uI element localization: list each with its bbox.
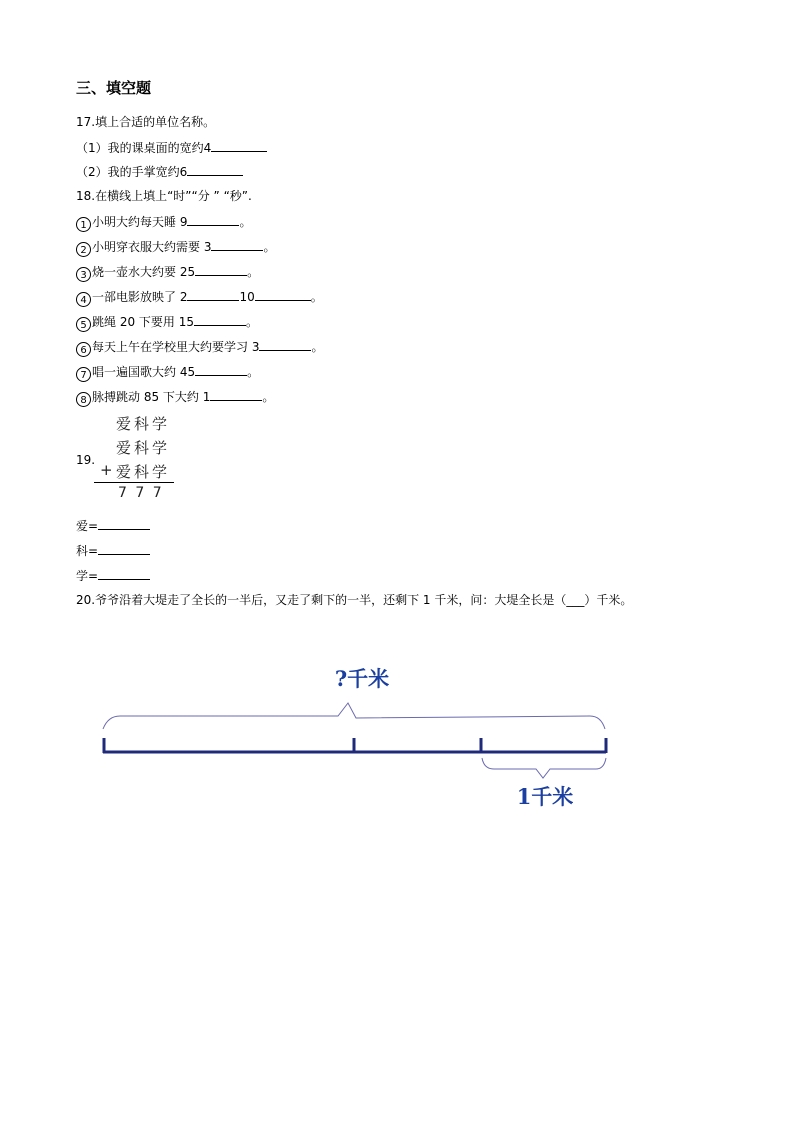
circled-number: 4 [76, 292, 91, 307]
q18-item-end: 。 [262, 390, 275, 404]
section-title: 三、填空题 [76, 79, 152, 97]
circled-number: 3 [76, 267, 91, 282]
q18-item-text: 小明穿衣服大约需要 [92, 240, 201, 254]
puzzle-row-3: 爱科学 [116, 463, 171, 481]
puzzle-row-1: 爱科学 [116, 415, 171, 433]
q17-item-value: 6 [179, 165, 188, 179]
q18-item-value: 3 [203, 240, 212, 254]
q18-item-text: 小明大约每天睡 [92, 215, 177, 229]
q18-item-value: 25 [179, 265, 196, 279]
q17-item-value: 4 [203, 141, 212, 155]
q18-item-value: 2 [179, 290, 188, 304]
q20-stem: 20.爷爷沿着大堤走了全长的一半后，又走了剩下的一半，还剩下 1 千米，问：大堤全长是（___）千米。 [76, 593, 633, 607]
q18-item-text: 唱一遍国歌大约 [92, 365, 177, 379]
q18-item-end: 。 [263, 240, 276, 254]
top-brace [103, 703, 605, 729]
q18-item-end: 。 [246, 315, 259, 329]
q18-item-text: 烧一壶水大约要 [92, 265, 177, 279]
circled-number: 1 [76, 217, 91, 232]
q18-item-value: 1 [202, 390, 211, 404]
answer-label: 爱= [76, 519, 99, 533]
total-length-label: ?千米 [334, 666, 390, 691]
q18-item-value-2: 10 [239, 290, 255, 304]
q18-item-end: 。 [311, 340, 324, 354]
q18-item-end: 。 [247, 265, 260, 279]
q18-stem: 18.在横线上填上“时”“分 ” “秒”. [76, 189, 252, 203]
puzzle-sum: 7 7 7 [118, 485, 164, 501]
q18-item-value: 3 [251, 340, 260, 354]
puzzle-row-2: 爱科学 [116, 439, 171, 457]
circled-number: 2 [76, 242, 91, 257]
q18-item-text: 脉搏跳动 85 下大约 [92, 390, 199, 404]
q18-item-text: 一部电影放映了 [92, 290, 177, 304]
circled-number: 7 [76, 367, 91, 382]
answer-label: 学= [76, 569, 99, 583]
circled-number: 5 [76, 317, 91, 332]
q18-item-end: 。 [247, 365, 260, 379]
bottom-brace [482, 758, 606, 778]
circled-number: 8 [76, 392, 91, 407]
q17-item-label: （1）我的课桌面的宽约 [76, 141, 204, 155]
remaining-length-label: 1千米 [516, 784, 574, 809]
q18-item-value: 45 [179, 365, 196, 379]
q18-item-value: 15 [178, 315, 195, 329]
q18-item-value: 9 [179, 215, 188, 229]
q19-number: 19. [76, 453, 96, 467]
circled-number: 6 [76, 342, 91, 357]
answer-label: 科= [76, 544, 99, 558]
q18-item-text: 每天上午在学校里大约要学习 [92, 340, 249, 354]
q17-stem: 17.填上合适的单位名称。 [76, 115, 216, 129]
q17-item-label: （2）我的手掌宽约 [76, 165, 180, 179]
plus-sign: + [100, 461, 116, 479]
q18-item-end: 。 [239, 215, 252, 229]
q18-item-text: 跳绳 20 下要用 [92, 315, 175, 329]
q18-item-end: 。 [310, 290, 323, 304]
